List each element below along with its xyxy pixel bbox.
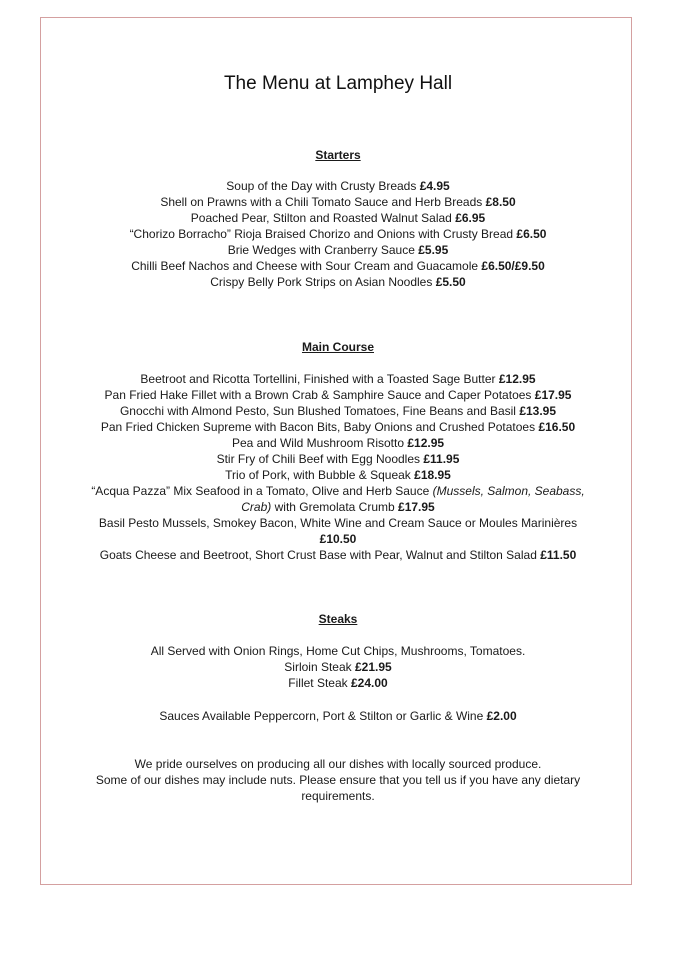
menu-item: “Chorizo Borracho” Rioja Braised Chorizo and Onions with Crusty Bread £6.50 bbox=[129, 227, 547, 241]
menu-item: Crab) with Gremolata Crumb £17.95 bbox=[241, 500, 435, 514]
menu-item: Sirloin Steak £21.95 bbox=[284, 660, 392, 674]
main-course-heading: Main Course bbox=[301, 340, 374, 354]
menu-item: Gnocchi with Almond Pesto, Sun Blushed Tomatoes, Fine Beans and Basil £13.95 bbox=[119, 404, 557, 418]
menu-item: Soup of the Day with Crusty Breads £4.95 bbox=[226, 179, 450, 193]
menu-item: Shell on Prawns with a Chili Tomato Sauce and Herb Breads £8.50 bbox=[160, 195, 516, 209]
menu-item: Pea and Wild Mushroom Risotto £12.95 bbox=[231, 436, 445, 450]
menu-item: Beetroot and Ricotta Tortellini, Finished with a Toasted Sage Butter £12.95 bbox=[140, 372, 536, 386]
starters-list bbox=[60, 178, 616, 290]
menu-item: Trio of Pork, with Bubble & Squeak £18.95 bbox=[225, 468, 451, 482]
sauces-line bbox=[60, 708, 616, 724]
starters-heading: Starters bbox=[315, 148, 361, 162]
footer-line: Some of our dishes may include nuts. Please ensure that you tell us if you have any dietary bbox=[95, 773, 581, 787]
footer-note bbox=[48, 756, 628, 804]
footer-line: requirements. bbox=[301, 789, 375, 803]
menu-item: Chilli Beef Nachos and Cheese with Sour Cream and Guacamole £6.50/£9.50 bbox=[131, 259, 545, 273]
menu-item: Brie Wedges with Cranberry Sauce £5.95 bbox=[227, 243, 449, 257]
main-course-list bbox=[60, 371, 616, 563]
menu-item: Goats Cheese and Beetroot, Short Crust Base with Pear, Walnut and Stilton Salad £11.50 bbox=[99, 548, 577, 562]
steaks-served-with: All Served with Onion Rings, Home Cut Chips, Mushrooms, Tomatoes. bbox=[150, 644, 526, 658]
menu-item: Fillet Steak £24.00 bbox=[288, 676, 388, 690]
menu-title: The Menu at Lamphey Hall bbox=[223, 73, 453, 94]
menu-item: Stir Fry of Chili Beef with Egg Noodles £11.95 bbox=[216, 452, 460, 466]
menu-item: Sauces Available Peppercorn, Port & Stilton or Garlic & Wine £2.00 bbox=[159, 709, 517, 723]
steaks-heading: Steaks bbox=[318, 612, 358, 626]
menu-item: Pan Fried Chicken Supreme with Bacon Bits, Baby Onions and Crushed Potatoes £16.50 bbox=[100, 420, 576, 434]
menu-item: Poached Pear, Stilton and Roasted Walnut Salad £6.95 bbox=[190, 211, 486, 225]
menu-item: “Acqua Pazza” Mix Seafood in a Tomato, Olive and Herb Sauce (Mussels, Salmon, Seabass, bbox=[91, 484, 585, 498]
menu-item-price: £10.50 bbox=[319, 532, 357, 546]
steaks-list bbox=[60, 643, 616, 691]
menu-item: Basil Pesto Mussels, Smokey Bacon, White Wine and Cream Sauce or Moules Marinières bbox=[98, 516, 578, 530]
menu-item: Crispy Belly Pork Strips on Asian Noodles £5.50 bbox=[210, 275, 466, 289]
footer-line: We pride ourselves on producing all our dishes with locally sourced produce. bbox=[134, 757, 542, 771]
menu-item: Pan Fried Hake Fillet with a Brown Crab & Samphire Sauce and Caper Potatoes £17.95 bbox=[104, 388, 572, 402]
